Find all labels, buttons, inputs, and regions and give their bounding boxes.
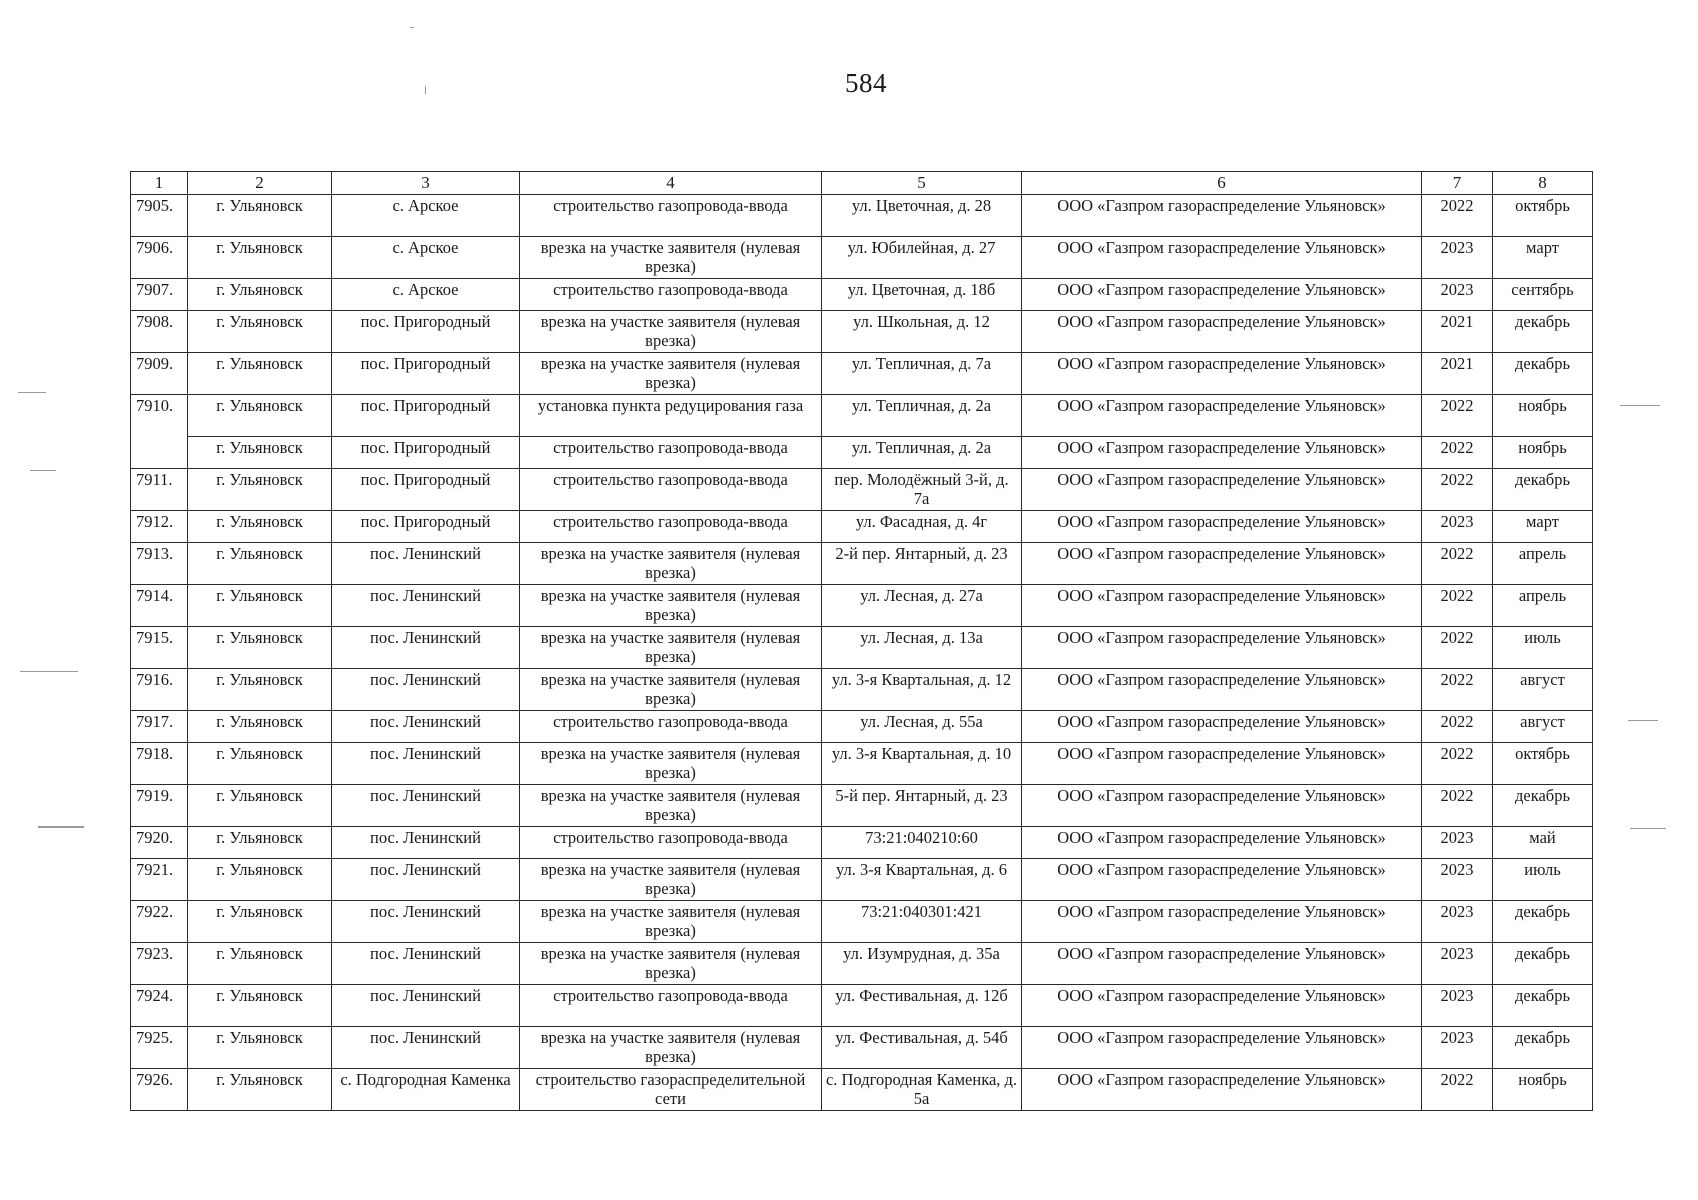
work-type-cell: строительство газопровода-ввода — [520, 437, 822, 469]
month-cell: март — [1493, 511, 1593, 543]
month-cell: апрель — [1493, 543, 1593, 585]
city-cell: г. Ульяновск — [188, 353, 332, 395]
organization-cell: ООО «Газпром газораспределение Ульяновск» — [1022, 469, 1422, 511]
address-cell: ул. Юбилейная, д. 27 — [822, 237, 1022, 279]
year-cell: 2022 — [1422, 785, 1493, 827]
table-row — [131, 859, 1593, 901]
column-header: 2 — [188, 172, 332, 195]
table-header-row — [131, 172, 1593, 195]
month-cell: июль — [1493, 859, 1593, 901]
settlement-cell: пос. Ленинский — [332, 859, 520, 901]
settlement-cell: пос. Пригородный — [332, 511, 520, 543]
organization-cell: ООО «Газпром газораспределение Ульяновск» — [1022, 901, 1422, 943]
table-row — [131, 1027, 1593, 1069]
month-cell: декабрь — [1493, 353, 1593, 395]
row-number: 7907. — [131, 279, 188, 311]
settlement-cell: пос. Ленинский — [332, 711, 520, 743]
city-cell: г. Ульяновск — [188, 585, 332, 627]
organization-cell: ООО «Газпром газораспределение Ульяновск» — [1022, 543, 1422, 585]
scan-speck — [1628, 720, 1658, 721]
table-row — [131, 743, 1593, 785]
month-cell: декабрь — [1493, 1027, 1593, 1069]
work-type-cell: строительство газопровода-ввода — [520, 511, 822, 543]
settlement-cell: пос. Пригородный — [332, 353, 520, 395]
work-type-cell: врезка на участке заявителя (нулевая врезка) — [520, 743, 822, 785]
table-row — [131, 1069, 1593, 1111]
table-row — [131, 711, 1593, 743]
address-cell: пер. Молодёжный 3-й, д. 7а — [822, 469, 1022, 511]
row-number: 7906. — [131, 237, 188, 279]
city-cell: г. Ульяновск — [188, 859, 332, 901]
work-type-cell: установка пункта редуцирования газа — [520, 395, 822, 437]
settlement-cell: пос. Ленинский — [332, 827, 520, 859]
table-row — [131, 785, 1593, 827]
row-number: 7921. — [131, 859, 188, 901]
city-cell: г. Ульяновск — [188, 511, 332, 543]
work-type-cell: врезка на участке заявителя (нулевая врезка) — [520, 585, 822, 627]
column-header: 3 — [332, 172, 520, 195]
scan-speck — [425, 86, 426, 94]
row-number: 7926. — [131, 1069, 188, 1111]
address-cell: с. Подгородная Каменка, д. 5а — [822, 1069, 1022, 1111]
settlement-cell: пос. Пригородный — [332, 311, 520, 353]
work-type-cell: врезка на участке заявителя (нулевая врезка) — [520, 311, 822, 353]
month-cell: ноябрь — [1493, 437, 1593, 469]
row-number: 7923. — [131, 943, 188, 985]
table-row — [131, 195, 1593, 237]
year-cell: 2023 — [1422, 827, 1493, 859]
organization-cell: ООО «Газпром газораспределение Ульяновск» — [1022, 311, 1422, 353]
table-row — [131, 585, 1593, 627]
address-cell: ул. Цветочная, д. 28 — [822, 195, 1022, 237]
address-cell: ул. Тепличная, д. 7а — [822, 353, 1022, 395]
work-type-cell: врезка на участке заявителя (нулевая врезка) — [520, 785, 822, 827]
scan-speck — [20, 671, 78, 672]
organization-cell: ООО «Газпром газораспределение Ульяновск» — [1022, 711, 1422, 743]
work-type-cell: врезка на участке заявителя (нулевая врезка) — [520, 901, 822, 943]
table-row — [131, 901, 1593, 943]
month-cell: май — [1493, 827, 1593, 859]
column-header: 5 — [822, 172, 1022, 195]
column-header: 4 — [520, 172, 822, 195]
table-row — [131, 985, 1593, 1027]
year-cell: 2023 — [1422, 901, 1493, 943]
city-cell: г. Ульяновск — [188, 785, 332, 827]
year-cell: 2023 — [1422, 985, 1493, 1027]
address-cell: ул. Лесная, д. 55а — [822, 711, 1022, 743]
organization-cell: ООО «Газпром газораспределение Ульяновск» — [1022, 627, 1422, 669]
month-cell: декабрь — [1493, 943, 1593, 985]
work-type-cell: врезка на участке заявителя (нулевая врезка) — [520, 943, 822, 985]
column-header: 1 — [131, 172, 188, 195]
organization-cell: ООО «Газпром газораспределение Ульяновск» — [1022, 743, 1422, 785]
settlement-cell: с. Подгородная Каменка — [332, 1069, 520, 1111]
row-number: 7909. — [131, 353, 188, 395]
year-cell: 2021 — [1422, 311, 1493, 353]
year-cell: 2022 — [1422, 711, 1493, 743]
table-row — [131, 511, 1593, 543]
row-number: 7919. — [131, 785, 188, 827]
settlement-cell: с. Арское — [332, 195, 520, 237]
row-number: 7918. — [131, 743, 188, 785]
organization-cell: ООО «Газпром газораспределение Ульяновск» — [1022, 353, 1422, 395]
table-row — [131, 827, 1593, 859]
table-body — [131, 195, 1593, 1111]
column-header: 7 — [1422, 172, 1493, 195]
month-cell: декабрь — [1493, 311, 1593, 353]
organization-cell: ООО «Газпром газораспределение Ульяновск» — [1022, 279, 1422, 311]
settlement-cell: пос. Ленинский — [332, 785, 520, 827]
organization-cell: ООО «Газпром газораспределение Ульяновск» — [1022, 195, 1422, 237]
row-number: 7915. — [131, 627, 188, 669]
address-cell: ул. Цветочная, д. 18б — [822, 279, 1022, 311]
city-cell: г. Ульяновск — [188, 395, 332, 437]
settlement-cell: пос. Пригородный — [332, 469, 520, 511]
row-number: 7920. — [131, 827, 188, 859]
organization-cell: ООО «Газпром газораспределение Ульяновск» — [1022, 437, 1422, 469]
work-type-cell: строительство газопровода-ввода — [520, 827, 822, 859]
city-cell: г. Ульяновск — [188, 985, 332, 1027]
work-type-cell: строительство газопровода-ввода — [520, 985, 822, 1027]
month-cell: сентябрь — [1493, 279, 1593, 311]
page-number: 584 — [845, 68, 887, 98]
year-cell: 2023 — [1422, 511, 1493, 543]
address-cell: ул. Изумрудная, д. 35а — [822, 943, 1022, 985]
work-type-cell: врезка на участке заявителя (нулевая врезка) — [520, 859, 822, 901]
month-cell: октябрь — [1493, 195, 1593, 237]
month-cell: август — [1493, 711, 1593, 743]
scan-speck — [30, 470, 56, 471]
address-cell: ул. Школьная, д. 12 — [822, 311, 1022, 353]
city-cell: г. Ульяновск — [188, 827, 332, 859]
work-type-cell: строительство газораспределительной сети — [520, 1069, 822, 1111]
city-cell: г. Ульяновск — [188, 469, 332, 511]
city-cell: г. Ульяновск — [188, 237, 332, 279]
row-number: 7916. — [131, 669, 188, 711]
scan-speck — [38, 826, 84, 828]
month-cell: декабрь — [1493, 469, 1593, 511]
table-row — [131, 669, 1593, 711]
row-number: 7914. — [131, 585, 188, 627]
city-cell: г. Ульяновск — [188, 1027, 332, 1069]
row-number: 7910. — [131, 395, 188, 469]
city-cell: г. Ульяновск — [188, 1069, 332, 1111]
year-cell: 2022 — [1422, 669, 1493, 711]
month-cell: ноябрь — [1493, 1069, 1593, 1111]
work-type-cell: строительство газопровода-ввода — [520, 195, 822, 237]
settlement-cell: пос. Ленинский — [332, 669, 520, 711]
city-cell: г. Ульяновск — [188, 669, 332, 711]
scan-speck — [410, 27, 414, 28]
row-number: 7908. — [131, 311, 188, 353]
address-cell: ул. Лесная, д. 27а — [822, 585, 1022, 627]
year-cell: 2022 — [1422, 395, 1493, 437]
year-cell: 2023 — [1422, 1027, 1493, 1069]
work-type-cell: врезка на участке заявителя (нулевая врезка) — [520, 627, 822, 669]
work-type-cell: врезка на участке заявителя (нулевая врезка) — [520, 237, 822, 279]
table-row — [131, 311, 1593, 353]
settlement-cell: пос. Ленинский — [332, 985, 520, 1027]
address-cell: 73:21:040301:421 — [822, 901, 1022, 943]
year-cell: 2023 — [1422, 237, 1493, 279]
city-cell: г. Ульяновск — [188, 627, 332, 669]
table-row — [131, 469, 1593, 511]
month-cell: июль — [1493, 627, 1593, 669]
city-cell: г. Ульяновск — [188, 311, 332, 353]
year-cell: 2023 — [1422, 279, 1493, 311]
settlement-cell: пос. Ленинский — [332, 585, 520, 627]
row-number: 7913. — [131, 543, 188, 585]
organization-cell: ООО «Газпром газораспределение Ульяновск» — [1022, 827, 1422, 859]
city-cell: г. Ульяновск — [188, 437, 332, 469]
table-row — [131, 437, 1593, 469]
year-cell: 2022 — [1422, 195, 1493, 237]
month-cell: декабрь — [1493, 901, 1593, 943]
column-header: 6 — [1022, 172, 1422, 195]
year-cell: 2022 — [1422, 543, 1493, 585]
settlement-cell: пос. Ленинский — [332, 543, 520, 585]
city-cell: г. Ульяновск — [188, 901, 332, 943]
address-cell: ул. 3-я Квартальная, д. 10 — [822, 743, 1022, 785]
year-cell: 2023 — [1422, 859, 1493, 901]
city-cell: г. Ульяновск — [188, 279, 332, 311]
year-cell: 2022 — [1422, 437, 1493, 469]
address-cell: 5-й пер. Янтарный, д. 23 — [822, 785, 1022, 827]
work-type-cell: врезка на участке заявителя (нулевая врезка) — [520, 353, 822, 395]
organization-cell: ООО «Газпром газораспределение Ульяновск» — [1022, 237, 1422, 279]
city-cell: г. Ульяновск — [188, 711, 332, 743]
organization-cell: ООО «Газпром газораспределение Ульяновск» — [1022, 1069, 1422, 1111]
year-cell: 2022 — [1422, 585, 1493, 627]
scan-speck — [1630, 828, 1666, 829]
address-cell: 73:21:040210:60 — [822, 827, 1022, 859]
row-number: 7924. — [131, 985, 188, 1027]
address-cell: ул. Фестивальная, д. 12б — [822, 985, 1022, 1027]
address-cell: ул. Лесная, д. 13а — [822, 627, 1022, 669]
settlement-cell: пос. Пригородный — [332, 437, 520, 469]
row-number: 7912. — [131, 511, 188, 543]
table-row — [131, 353, 1593, 395]
table-row — [131, 627, 1593, 669]
year-cell: 2022 — [1422, 469, 1493, 511]
row-number: 7922. — [131, 901, 188, 943]
month-cell: март — [1493, 237, 1593, 279]
organization-cell: ООО «Газпром газораспределение Ульяновск» — [1022, 585, 1422, 627]
scan-speck — [18, 392, 46, 393]
year-cell: 2022 — [1422, 743, 1493, 785]
month-cell: октябрь — [1493, 743, 1593, 785]
organization-cell: ООО «Газпром газораспределение Ульяновск» — [1022, 985, 1422, 1027]
work-type-cell: врезка на участке заявителя (нулевая врезка) — [520, 1027, 822, 1069]
settlement-cell: с. Арское — [332, 279, 520, 311]
organization-cell: ООО «Газпром газораспределение Ульяновск» — [1022, 511, 1422, 543]
work-type-cell: врезка на участке заявителя (нулевая врезка) — [520, 669, 822, 711]
year-cell: 2021 — [1422, 353, 1493, 395]
settlement-cell: пос. Ленинский — [332, 901, 520, 943]
month-cell: ноябрь — [1493, 395, 1593, 437]
row-number: 7911. — [131, 469, 188, 511]
organization-cell: ООО «Газпром газораспределение Ульяновск» — [1022, 859, 1422, 901]
row-number: 7905. — [131, 195, 188, 237]
address-cell: ул. Фестивальная, д. 54б — [822, 1027, 1022, 1069]
year-cell: 2022 — [1422, 627, 1493, 669]
address-cell: ул. Тепличная, д. 2а — [822, 437, 1022, 469]
row-number: 7925. — [131, 1027, 188, 1069]
table-row — [131, 279, 1593, 311]
month-cell: апрель — [1493, 585, 1593, 627]
address-cell: ул. Фасадная, д. 4г — [822, 511, 1022, 543]
work-type-cell: строительство газопровода-ввода — [520, 469, 822, 511]
year-cell: 2023 — [1422, 943, 1493, 985]
address-cell: 2-й пер. Янтарный, д. 23 — [822, 543, 1022, 585]
work-type-cell: строительство газопровода-ввода — [520, 711, 822, 743]
settlement-cell: с. Арское — [332, 237, 520, 279]
work-type-cell: строительство газопровода-ввода — [520, 279, 822, 311]
organization-cell: ООО «Газпром газораспределение Ульяновск» — [1022, 943, 1422, 985]
organization-cell: ООО «Газпром газораспределение Ульяновск» — [1022, 1027, 1422, 1069]
month-cell: декабрь — [1493, 985, 1593, 1027]
row-number: 7917. — [131, 711, 188, 743]
month-cell: август — [1493, 669, 1593, 711]
address-cell: ул. 3-я Квартальная, д. 6 — [822, 859, 1022, 901]
city-cell: г. Ульяновск — [188, 543, 332, 585]
register-table — [130, 171, 1593, 1111]
address-cell: ул. 3-я Квартальная, д. 12 — [822, 669, 1022, 711]
table-row — [131, 543, 1593, 585]
work-type-cell: врезка на участке заявителя (нулевая врезка) — [520, 543, 822, 585]
address-cell: ул. Тепличная, д. 2а — [822, 395, 1022, 437]
settlement-cell: пос. Ленинский — [332, 743, 520, 785]
city-cell: г. Ульяновск — [188, 743, 332, 785]
column-header: 8 — [1493, 172, 1593, 195]
settlement-cell: пос. Ленинский — [332, 1027, 520, 1069]
scan-speck — [1620, 405, 1660, 406]
settlement-cell: пос. Ленинский — [332, 627, 520, 669]
organization-cell: ООО «Газпром газораспределение Ульяновск» — [1022, 669, 1422, 711]
organization-cell: ООО «Газпром газораспределение Ульяновск» — [1022, 785, 1422, 827]
table-row — [131, 395, 1593, 437]
year-cell: 2022 — [1422, 1069, 1493, 1111]
settlement-cell: пос. Ленинский — [332, 943, 520, 985]
settlement-cell: пос. Пригородный — [332, 395, 520, 437]
city-cell: г. Ульяновск — [188, 943, 332, 985]
table-row — [131, 943, 1593, 985]
month-cell: декабрь — [1493, 785, 1593, 827]
table-row — [131, 237, 1593, 279]
city-cell: г. Ульяновск — [188, 195, 332, 237]
organization-cell: ООО «Газпром газораспределение Ульяновск» — [1022, 395, 1422, 437]
